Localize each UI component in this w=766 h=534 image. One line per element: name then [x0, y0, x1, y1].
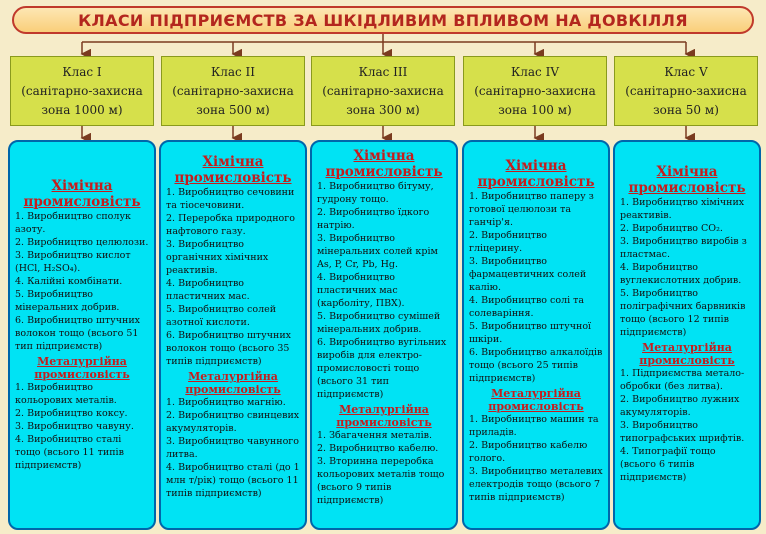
class-2-box — [161, 56, 305, 126]
list-item: 5. Виробництво мінеральних добрив. — [15, 289, 120, 313]
class-1-metal-title: Металургійна промисловість — [34, 355, 130, 381]
list-item: 3. Виробництво фармацевтичних солей калію. — [469, 256, 587, 293]
list-item: 2. Переробка природного нафтового газу. — [166, 213, 295, 237]
list-item: 3. Виробництво виробів з пластмас. — [620, 236, 747, 260]
list-item: 4. Виробництво сталі (до 1 млн т/рік) тощо (всього 11 типів підприємств) — [166, 462, 300, 499]
list-item: 6. Виробництво штучних волокон тощо (всього 51 тип підприємств) — [15, 315, 141, 352]
list-item: 2. Виробництво їдкого натрію. — [317, 207, 430, 231]
class-4-label: Клас IV (санітарно-захисна зона 100 м) — [474, 64, 596, 117]
class-4-column — [462, 140, 610, 530]
list-item: 3. Виробництво кислот (HCl, H₂SO₄). — [15, 250, 131, 274]
class-1-column — [8, 140, 156, 530]
list-item: 1. Виробництво сечовини та тіосечовини. — [166, 187, 295, 211]
list-item: 4. Калійні комбінати. — [15, 276, 123, 287]
class-5-chem-title: Хімічна промисловість — [628, 164, 746, 196]
list-item: 4. Виробництво вуглекислотних добрив. — [620, 262, 742, 286]
class-5-box — [614, 56, 758, 126]
list-item: 5. Виробництво штучної шкіри. — [469, 321, 592, 345]
list-item: 2. Виробництво кабелю голого. — [469, 440, 588, 464]
list-item: 1. Виробництво машин та приладів. — [469, 414, 599, 438]
list-item: 2. Виробництво целюлози. — [15, 237, 149, 248]
list-item: 4. Виробництво пластичних мас (карболіту, ПВХ). — [317, 272, 405, 309]
list-item: 4. Типографії тощо (всього 6 типів підприємств) — [620, 446, 716, 483]
list-item: 1. Виробництво магнію. — [166, 397, 286, 408]
list-item: 1. Виробництво паперу з готової целюлози та ганчір'я. — [469, 191, 594, 228]
list-item: 1. Підприємства метало-обробки (без литва). — [620, 368, 745, 392]
class-3-label: Клас III (санітарно-захисна зона 300 м) — [322, 64, 444, 117]
class-1-box — [10, 56, 154, 126]
class-4-chem-title: Хімічна промисловість — [477, 158, 595, 190]
list-item: 6. Виробництво алкалоїдів тощо (всього 25 типів підприємств) — [469, 347, 603, 384]
list-item: 3. Виробництво типографських шрифтів. — [620, 420, 745, 444]
class-2-metal-title: Металургійна промисловість — [185, 370, 281, 396]
class-3-box — [311, 56, 455, 126]
list-item: 1. Виробництво сполук азоту. — [15, 211, 131, 235]
list-item: 5. Виробництво солей азотної кислоти. — [166, 304, 277, 328]
list-item: 2. Виробництво кабелю. — [317, 443, 439, 454]
list-item: 2. Виробництво гліцерину. — [469, 230, 548, 254]
list-item: 1. Виробництво бітуму, гудрону тощо. — [317, 181, 434, 205]
list-item: 3. Виробництво металевих електродів тощо (всього 7 типів підприємств) — [469, 466, 603, 503]
class-3-column — [310, 140, 458, 530]
class-2-chem-title: Хімічна промисловість — [174, 154, 292, 186]
list-item: 2. Виробництво лужних акумуляторів. — [620, 394, 740, 418]
class-2-column — [159, 140, 307, 530]
list-item: 1. Виробництво кольорових металів. — [15, 382, 117, 406]
list-item: 2. Виробництво CO₂. — [620, 223, 723, 234]
class-4-box — [463, 56, 607, 126]
list-item: 5. Виробництво поліграфічних барвників тощо (всього 12 типів підприємств) — [620, 288, 746, 338]
class-2-label: Клас II (санітарно-захисна зона 500 м) — [172, 64, 294, 117]
class-4-metal-title: Металургійна промисловість — [488, 387, 584, 413]
list-item: 1. Виробництво хімічних реактивів. — [620, 197, 745, 221]
list-item: 3. Виробництво мінеральних солей крім As, P, Cr, Pb, Hg. — [317, 233, 438, 270]
class-5-column — [613, 140, 761, 530]
list-item: 3. Вторинна переробка кольорових металів тощо (всього 9 типів підприємств) — [317, 456, 445, 506]
class-3-metal-title: Металургійна промисловість — [336, 403, 432, 429]
class-3-chem-title: Хімічна промисловість — [325, 148, 443, 180]
list-item: 1. Збагачення металів. — [317, 430, 432, 441]
list-item: 6. Виробництво вугільних виробів для електро-промисловості тощо (всього 31 тип підприємств) — [317, 337, 447, 400]
list-item: 3. Виробництво чавунного литва. — [166, 436, 299, 460]
list-item: 2. Виробництво свинцевих акумуляторів. — [166, 410, 300, 434]
list-item: 4. Виробництво сталі тощо (всього 11 типів підприємств) — [15, 434, 124, 471]
list-item: 5. Виробництво сумішей мінеральних добрив. — [317, 311, 441, 335]
class-5-metal-title: Металургійна промисловість — [639, 341, 735, 367]
list-item: 2. Виробництво коксу. — [15, 408, 128, 419]
class-1-chem-title: Хімічна промисловість — [23, 178, 141, 210]
list-item: 4. Виробництво пластичних мас. — [166, 278, 250, 302]
list-item: 6. Виробництво штучних волокон тощо (всього 35 типів підприємств) — [166, 330, 292, 367]
diagram-title: КЛАСИ ПІДПРИЄМСТВ ЗА ШКІДЛИВИМ ВПЛИВОМ НА ДОВКІЛЛЯ — [12, 6, 754, 34]
class-5-label: Клас V (санітарно-захисна зона 50 м) — [625, 64, 747, 117]
list-item: 3. Виробництво чавуну. — [15, 421, 134, 432]
list-item: 4. Виробництво солі та солеваріння. — [469, 295, 585, 319]
class-1-label: Клас I (санітарно-захисна зона 1000 м) — [21, 64, 143, 117]
list-item: 3. Виробництво органічних хімічних реактивів. — [166, 239, 269, 276]
